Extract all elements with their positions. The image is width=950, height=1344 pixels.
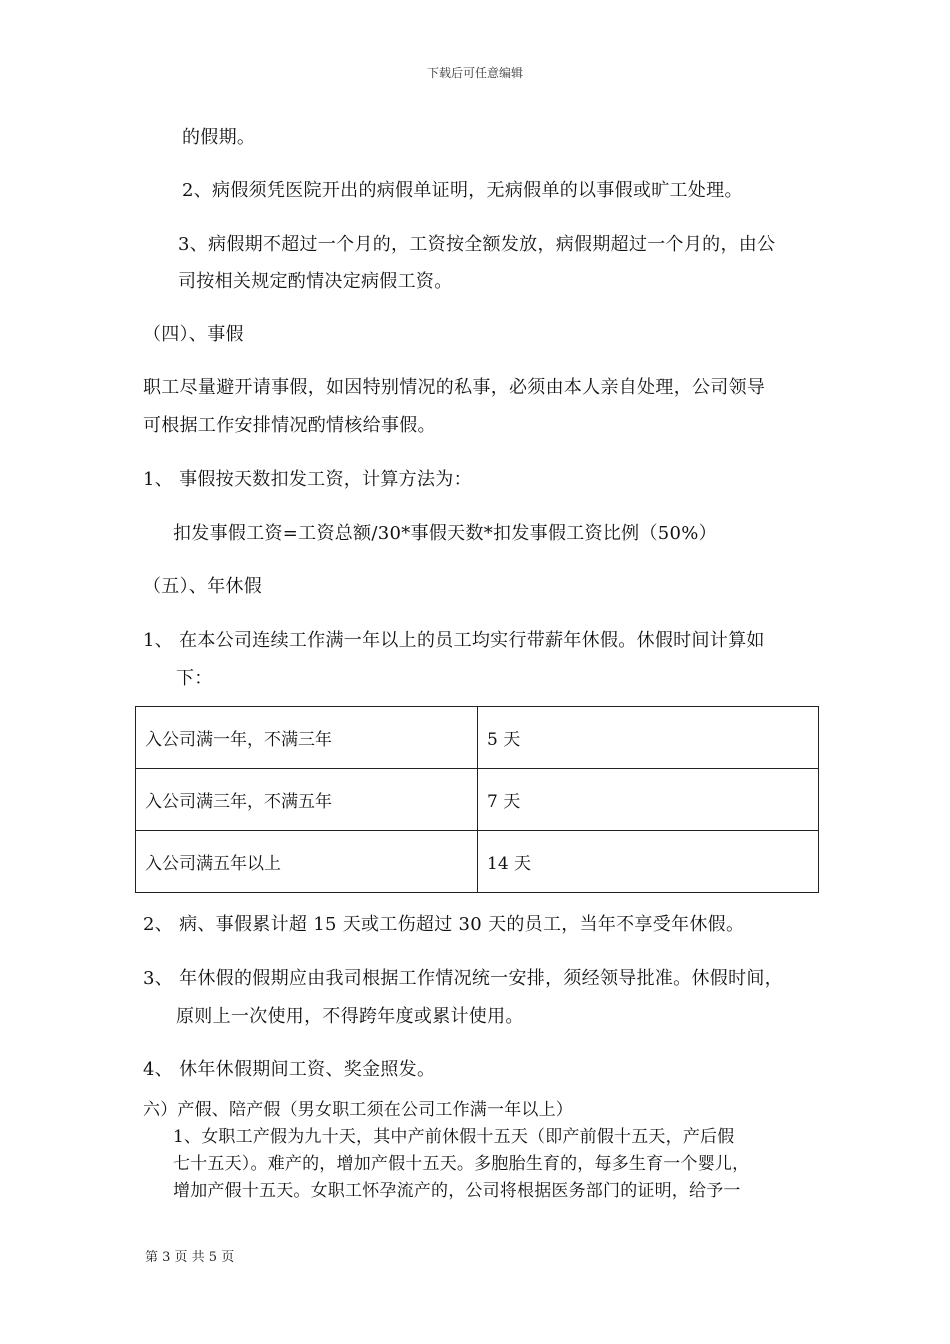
formula-line: 扣发事假工资=工资总额/30*事假天数*扣发事假工资比例（50%） (173, 523, 717, 544)
table-row (136, 831, 819, 893)
paragraph-line: 2、 病、事假累计超 15 天或工伤超过 30 天的员工，当年不享受年休假。 (143, 914, 745, 935)
table-cell-condition: 入公司满三年，不满五年 (136, 769, 478, 831)
table-cell-condition: 入公司满一年，不满三年 (136, 707, 478, 769)
paragraph-line: 职工尽量避开请事假，如因特别情况的私事，必须由本人亲自处理，公司领导 (143, 377, 766, 398)
section-heading: （五）、年休假 (143, 576, 263, 597)
paragraph-line: 4、 休年休假期间工资、奖金照发。 (143, 1059, 436, 1080)
page-header: 下载后可任意编辑 (426, 66, 523, 80)
paragraph-line: 可根据工作安排情况酌情核给事假。 (143, 415, 436, 436)
table-cell-days: 5 天 (478, 707, 819, 769)
table-cell-condition: 入公司满五年以上 (136, 831, 478, 893)
paragraph-line: 下： (176, 668, 213, 689)
table-row (136, 707, 819, 769)
section-heading: （四）、事假 (143, 324, 244, 345)
section-heading: 六）产假、陪产假（男女职工须在公司工作满一年以上） (143, 1100, 573, 1120)
paragraph-line: 1、 在本公司连续工作满一年以上的员工均实行带薪年休假。休假时间计算如 (143, 630, 765, 651)
paragraph-line: 3、 年休假的假期应由我司根据工作情况统一安排，须经领导批准。休假时间， (143, 968, 783, 989)
paragraph-line: 七十五天）。难产的，增加产假十五天。多胞胎生育的，每多生育一个婴儿， (173, 1154, 750, 1174)
table-row (136, 769, 819, 831)
paragraph-line: 的假期。 (182, 127, 256, 148)
table-cell-days: 7 天 (478, 769, 819, 831)
table-cell-days: 14 天 (478, 831, 819, 893)
paragraph-line: 1、女职工产假为九十天，其中产前休假十五天（即产前假十五天，产后假 (173, 1127, 735, 1147)
paragraph-line: 1、 事假按天数扣发工资，计算方法为： (143, 469, 472, 490)
paragraph-line: 增加产假十五天。女职工怀孕流产的，公司将根据医务部门的证明，给予一 (173, 1181, 741, 1201)
paragraph-line: 原则上一次使用，不得跨年度或累计使用。 (176, 1006, 524, 1027)
annual-leave-table (135, 706, 819, 893)
page-footer: 第 3 页 共 5 页 (145, 1250, 235, 1265)
paragraph-line: 2、病假须凭医院开出的病假单证明，无病假单的以事假或旷工处理。 (182, 180, 743, 201)
paragraph-line: 3、病假期不超过一个月的，工资按全额发放，病假期超过一个月的，由公 (178, 234, 776, 255)
paragraph-line: 司按相关规定酌情决定病假工资。 (178, 271, 453, 292)
